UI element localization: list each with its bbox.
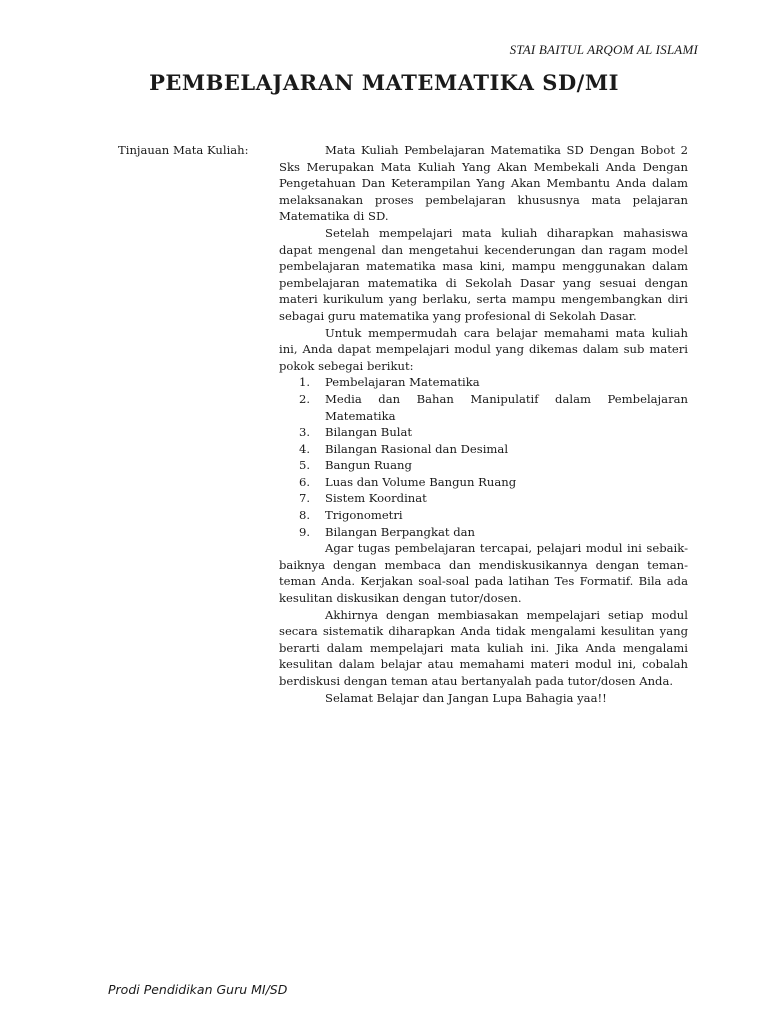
list-item	[279, 524, 688, 541]
objective-paragraph: Setelah mempelajari mata kuliah diharapkan mahasiswa dapat mengenal dan mengetahui kecenderungan dan ragam model pembelajaran matematika masa kini, mampu menggunakan dalam pembelajaran matematika di Sekolah Dasar yang sesuai dengan materi kurikulum yang berlaku, serta mampu mengembangkan diri sebagai guru matematika yang profesional di Sekolah Dasar.	[279, 225, 688, 323]
list-item	[279, 490, 688, 507]
list-item	[279, 374, 688, 391]
intro-paragraph: Mata Kuliah Pembelajaran Matematika SD Dengan Bobot 2 Sks Merupakan Mata Kuliah Yang Akan Membekali Anda Dengan Pengetahuan Dan Keterampilan Yang Akan Membantu Anda dalam melaksanakan proses pembelajaran khususnya mata pelajaran Matematika di SD.	[279, 143, 688, 224]
list-item	[279, 391, 688, 424]
list-item	[279, 424, 688, 441]
greeting-paragraph: Selamat Belajar dan Jangan Lupa Bahagia yaa!!	[325, 690, 607, 705]
list-item-number: 9.	[299, 524, 311, 539]
list-item-label: Bilangan Rasional dan Desimal	[325, 441, 509, 456]
course-overview	[279, 142, 688, 706]
module-list	[279, 374, 688, 540]
list-item	[279, 507, 688, 524]
program-footer: Prodi Pendidikan Guru MI/SD	[108, 982, 288, 997]
institution-header: STAI BAITUL ARQOM AL ISLAMI	[509, 42, 698, 57]
list-item-label: Media dan Bahan Manipulatif dalam Pembelajaran Matematika	[325, 391, 688, 423]
list-item-number: 6.	[299, 474, 311, 489]
list-item-number: 7.	[299, 491, 311, 506]
list-item-label: Bilangan Berpangkat dan	[325, 524, 476, 539]
list-item-number: 2.	[299, 391, 311, 406]
side-label: Tinjauan Mata Kuliah:	[118, 143, 249, 157]
list-item-number: 5.	[299, 458, 311, 473]
list-item-label: Trigonometri	[325, 508, 403, 523]
study-tips-paragraph: Agar tugas pembelajaran tercapai, pelajari modul ini sebaik-baiknya dengan membaca dan mendiskusikannya dengan teman-teman Anda. Kerjakan soal-soal pada latihan Tes Formatif. Bila ada kesulitan diskusikan dengan tutor/dosen.	[279, 541, 688, 606]
list-item-label: Bangun Ruang	[325, 458, 412, 473]
list-item	[279, 474, 688, 491]
list-item-label: Luas dan Volume Bangun Ruang	[325, 474, 517, 489]
module-intro-paragraph: Untuk mempermudah cara belajar memahami mata kuliah ini, Anda dapat mempelajari modul yang dikemas dalam sub materi pokok sebegai berikut:	[279, 325, 688, 373]
page-title: PEMBELAJARAN MATEMATIKA SD/MI	[149, 70, 619, 95]
closing-paragraph: Akhirnya dengan membiasakan mempelajari setiap modul secara sistematik diharapkan Anda tidak mengalami kesulitan yang berarti dalam mempelajari mata kuliah ini. Jika Anda mengalami kesulitan dalam belajar atau memahami materi modul ini, cobalah berdiskusi dengan teman atau bertanyalah pada tutor/dosen Anda.	[279, 607, 688, 688]
list-item-label: Sistem Koordinat	[325, 491, 427, 506]
list-item-number: 1.	[299, 375, 311, 390]
list-item-number: 3.	[299, 425, 311, 440]
list-item	[279, 441, 688, 458]
list-item-number: 4.	[299, 441, 311, 456]
list-item	[279, 457, 688, 474]
list-item-label: Pembelajaran Matematika	[325, 375, 480, 390]
list-item-number: 8.	[299, 508, 311, 523]
list-item-label: Bilangan Bulat	[325, 425, 413, 440]
